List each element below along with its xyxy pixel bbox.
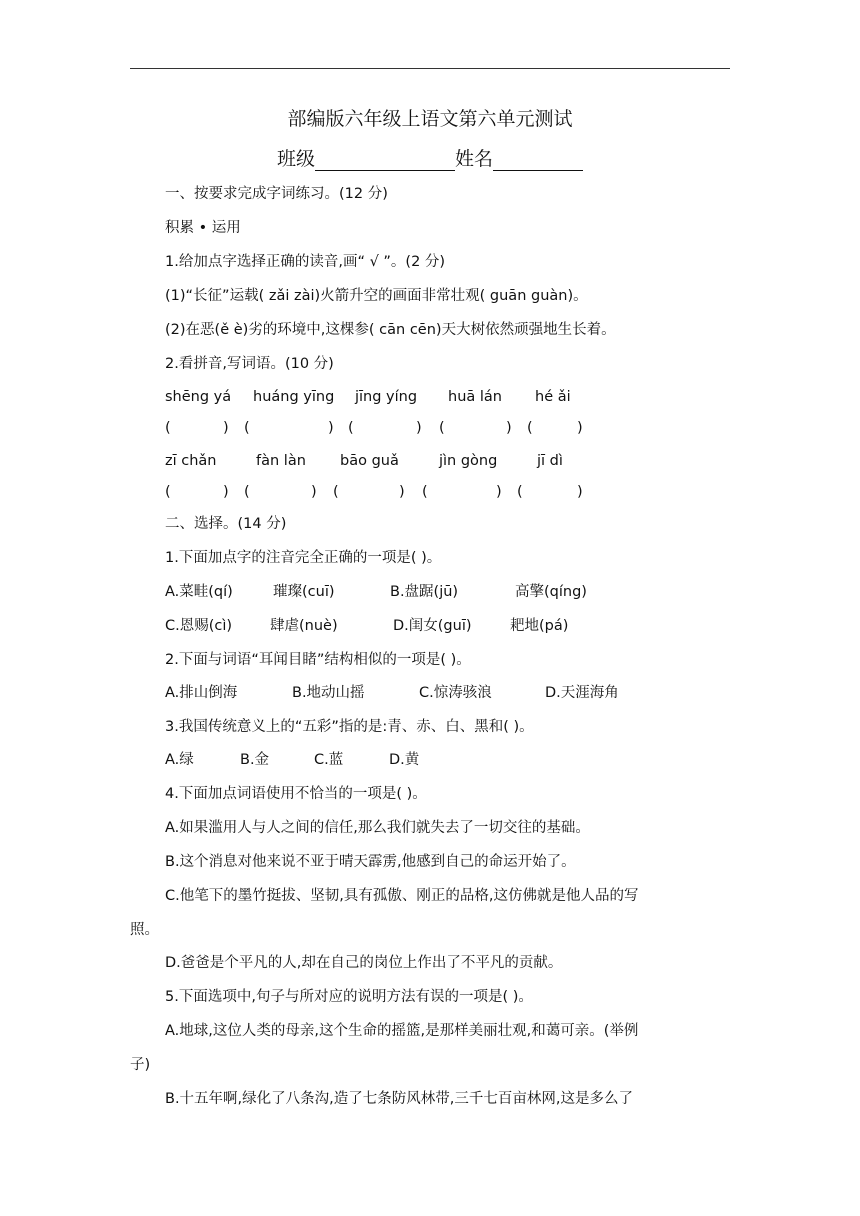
paren-close: ) (328, 420, 334, 436)
paren-open: ( (517, 484, 523, 500)
pinyin-item: bāo guǎ (340, 453, 399, 469)
q1-stem: 1.下面加点字的注音完全正确的一项是( )。 (165, 550, 442, 566)
paren-close: ) (506, 420, 512, 436)
paren-open: ( (333, 484, 339, 500)
paren-open: ( (165, 420, 171, 436)
q4-option-c[interactable]: C.他笔下的墨竹挺拔、坚韧,具有孤傲、刚正的品格,这仿佛就是他人品的写 (165, 888, 639, 904)
page-title: 部编版六年级上语文第六单元测试 (287, 108, 573, 130)
option-b[interactable]: B.地动山摇 (292, 685, 365, 701)
option-d[interactable]: D.黄 (389, 752, 420, 768)
option-a[interactable]: A.菜畦(qí) (165, 584, 233, 600)
pinyin-item: huā lán (448, 389, 502, 405)
paren-close: ) (223, 420, 229, 436)
paren-close: ) (577, 420, 583, 436)
q4-stem: 4.下面加点词语使用不恰当的一项是( )。 (165, 786, 427, 802)
question-1-1: 1.给加点字选择正确的读音,画“ √ ”。(2 分) (165, 254, 446, 270)
subsection-label: 积累 • 运用 (165, 220, 241, 236)
option-c-word2: 肆虐(nuè) (270, 618, 338, 634)
option-b-word2: 高擎(qíng) (515, 584, 587, 600)
question-1-1-item2: (2)在恶(ě è)劣的环境中,这棵参( cān cēn)天大树依然顽强地生长着。 (165, 322, 616, 338)
paren-close: ) (577, 484, 583, 500)
q4-option-c-continued: 照。 (130, 922, 159, 938)
class-label: 班级 (276, 148, 315, 170)
name-blank[interactable] (493, 150, 583, 171)
pinyin-item: shēng yá (165, 389, 232, 405)
q5-option-a[interactable]: A.地球,这位人类的母亲,这个生命的摇篮,是那样美丽壮观,和蔼可亲。(举例 (165, 1023, 639, 1039)
pinyin-item: jī dì (537, 453, 563, 469)
option-d[interactable]: D.闺女(guī) (393, 618, 472, 634)
class-name-line (0, 144, 860, 171)
paren-close: ) (496, 484, 502, 500)
pinyin-item: zī chǎn (165, 453, 217, 469)
pinyin-item: hé ǎi (535, 389, 571, 405)
paren-open: ( (165, 484, 171, 500)
q5-option-a-continued: 子) (130, 1057, 151, 1073)
option-d-word2: 耙地(pá) (510, 618, 569, 634)
paren-open: ( (244, 420, 250, 436)
option-c[interactable]: C.恩赐(cì) (165, 618, 233, 634)
paren-open: ( (439, 420, 445, 436)
q4-option-b[interactable]: B.这个消息对他来说不亚于晴天霹雳,他感到自己的命运开始了。 (165, 854, 576, 870)
paren-open: ( (244, 484, 250, 500)
pinyin-item: huáng yīng (253, 389, 335, 405)
section2-heading: 二、选择。(14 分) (165, 516, 287, 532)
paren-open: ( (527, 420, 533, 436)
q2-stem: 2.下面与词语“耳闻目睹”结构相似的一项是( )。 (165, 652, 471, 668)
option-c[interactable]: C.惊涛骇浪 (419, 685, 492, 701)
question-1-2: 2.看拼音,写词语。(10 分) (165, 356, 334, 372)
pinyin-item: jìn gòng (439, 453, 498, 469)
option-d[interactable]: D.天涯海角 (545, 685, 619, 701)
name-label: 姓名 (455, 148, 494, 170)
q5-option-b[interactable]: B.十五年啊,绿化了八条沟,造了七条防风林带,三千七百亩林网,这是多么了 (165, 1091, 633, 1107)
option-a[interactable]: A.排山倒海 (165, 685, 238, 701)
q3-stem: 3.我国传统意义上的“五彩”指的是:青、赤、白、黑和( )。 (165, 719, 534, 735)
question-1-1-item1: (1)“长征”运载( zǎi zài)火箭升空的画面非常壮观( guān guàn)。 (165, 288, 588, 304)
paren-close: ) (311, 484, 317, 500)
section1-heading: 一、按要求完成字词练习。(12 分) (165, 186, 388, 202)
q5-stem: 5.下面选项中,句子与所对应的说明方法有误的一项是( )。 (165, 989, 533, 1005)
top-rule (130, 68, 730, 69)
q4-option-a[interactable]: A.如果滥用人与人之间的信任,那么我们就失去了一切交往的基础。 (165, 820, 590, 836)
paren-open: ( (348, 420, 354, 436)
paren-open: ( (422, 484, 428, 500)
option-a[interactable]: A.绿 (165, 752, 194, 768)
q4-option-d[interactable]: D.爸爸是个平凡的人,却在自己的岗位上作出了不平凡的贡献。 (165, 955, 563, 971)
pinyin-item: jīng yíng (355, 389, 418, 405)
class-blank[interactable] (315, 150, 455, 171)
option-b[interactable]: B.金 (240, 752, 270, 768)
option-a-word2: 璀璨(cuī) (273, 584, 335, 600)
paren-close: ) (416, 420, 422, 436)
option-c[interactable]: C.蓝 (314, 752, 344, 768)
pinyin-item: fàn làn (256, 453, 306, 469)
option-b[interactable]: B.盘踞(jū) (390, 584, 459, 600)
paren-close: ) (223, 484, 229, 500)
paren-close: ) (399, 484, 405, 500)
